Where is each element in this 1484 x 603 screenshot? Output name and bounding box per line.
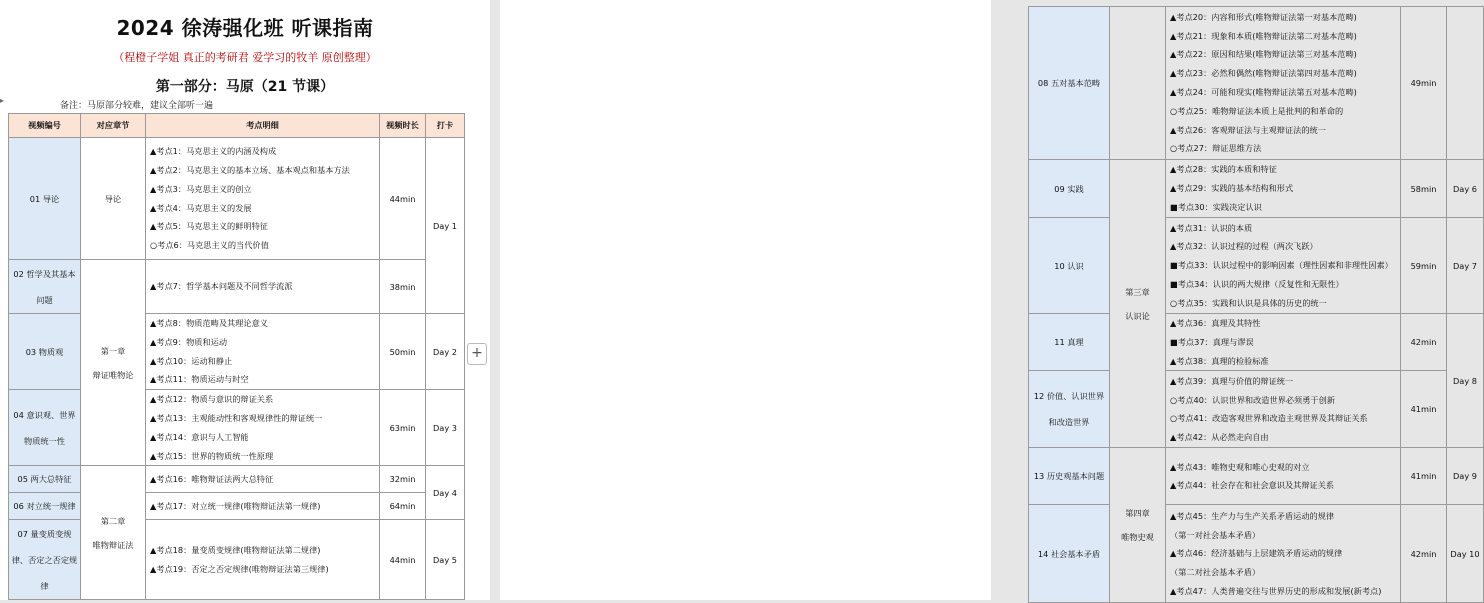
point-item: ▲考点4：马克思主义的发展 bbox=[150, 202, 252, 213]
duration: 63min bbox=[380, 390, 426, 466]
point-item: ▲考点20：内容和形式(唯物辩证法第一对基本范畴) bbox=[1170, 11, 1357, 22]
point-item: ▲考点26：客观辩证法与主观辩证法的统一 bbox=[1170, 124, 1326, 135]
point-item: ▲考点11：物质运动与时空 bbox=[150, 374, 249, 385]
day-cell: Day 1 bbox=[426, 138, 465, 314]
table-row bbox=[1029, 7, 1484, 160]
duration: 64min bbox=[380, 493, 426, 520]
points-cell bbox=[146, 138, 380, 260]
table-row bbox=[9, 520, 465, 600]
point-item: ▲考点24：可能和现实(唯物辩证法第五对基本范畴) bbox=[1170, 87, 1357, 97]
points-cell bbox=[146, 314, 380, 390]
point-item: ○考点35：实践和认识是具体的历史的统一 bbox=[1170, 297, 1327, 308]
points-cell bbox=[146, 260, 380, 314]
table-header-row bbox=[9, 114, 465, 138]
table-row bbox=[9, 466, 465, 493]
chapter-cell bbox=[81, 466, 146, 600]
day-cell: Day 6 bbox=[1447, 160, 1484, 218]
chapter-line: 辩证唯物论 bbox=[92, 369, 134, 380]
points-cell bbox=[1166, 371, 1401, 448]
chapter-line: 认识论 bbox=[1125, 310, 1150, 321]
course-table-page2 bbox=[1028, 6, 1484, 603]
point-item: ▲考点18：量变质变规律(唯物辩证法第二规律) bbox=[150, 545, 321, 556]
day-cell: Day 9 bbox=[1447, 448, 1484, 505]
part-heading: 第一部分：马原（21 节课） bbox=[155, 79, 335, 95]
day-cell bbox=[1447, 7, 1484, 160]
point-item: ▲考点43：唯物史观和唯心史观的对立 bbox=[1170, 461, 1310, 472]
points-cell bbox=[1166, 7, 1401, 160]
point-item: ▲考点17：对立统一规律(唯物辩证法第一规律) bbox=[150, 500, 321, 511]
chapter-cell bbox=[1110, 160, 1166, 448]
point-item: ▲考点29：实践的基本结构和形式 bbox=[1170, 183, 1294, 194]
point-item: ▲考点7：哲学基本问题及不同哲学流派 bbox=[150, 281, 293, 292]
video-id: 05 两大总特征 bbox=[9, 466, 81, 493]
duration: 59min bbox=[1401, 218, 1447, 314]
point-item: ■考点33：认识过程中的影响因素（理性因素和非理性因素） bbox=[1170, 260, 1393, 271]
points-cell bbox=[1166, 160, 1401, 218]
header-video-id: 视频编号 bbox=[9, 114, 81, 138]
video-id: 07 量变质变规律、否定之否定规律 bbox=[9, 520, 81, 600]
point-item: ▲考点2：马克思主义的基本立场、基本观点和基本方法 bbox=[150, 164, 350, 175]
points-cell bbox=[146, 466, 380, 493]
video-id: 10 认识 bbox=[1029, 218, 1110, 314]
chapter-cell bbox=[1110, 7, 1166, 160]
point-item: ▲考点47：人类普遍交往与世界历史的形成和发展(新考点) bbox=[1170, 586, 1382, 597]
document-page-2 bbox=[500, 0, 1480, 600]
video-id: 04 意识观、世界物质统一性 bbox=[9, 390, 81, 466]
duration: 32min bbox=[380, 466, 426, 493]
point-item: ▲考点23：必然和偶然(唯物辩证法第四对基本范畴) bbox=[1170, 68, 1357, 79]
table-row bbox=[9, 138, 465, 260]
chapter-cell bbox=[81, 260, 146, 466]
day-cell: Day 10 bbox=[1447, 505, 1484, 603]
day-cell: Day 7 bbox=[1447, 218, 1484, 314]
points-cell bbox=[1166, 448, 1401, 505]
note-text: 备注：马原部分较难，建议全部听一遍 bbox=[60, 101, 214, 111]
point-item: ▲考点21：现象和本质(唯物辩证法第二对基本范畴) bbox=[1170, 30, 1357, 41]
point-item: ▲考点36：真理及其特性 bbox=[1170, 318, 1261, 328]
point-item: ▲考点1：马克思主义的内涵及构成 bbox=[150, 146, 277, 157]
chapter-cell: 导论 bbox=[81, 138, 146, 260]
point-item: ▲考点46：经济基础与上层建筑矛盾运动的规律 bbox=[1170, 548, 1343, 559]
document-subtitle: （程橙子学姐 真正的考研君 爱学习的牧羊 原创整理） bbox=[113, 51, 377, 64]
point-item: ▲考点32：认识过程的过程（两次飞跃） bbox=[1170, 241, 1318, 252]
page-gap bbox=[490, 0, 500, 600]
table-row bbox=[1029, 160, 1484, 218]
chapter-line: 第三章 bbox=[1125, 286, 1150, 297]
point-item: ○考点40：认识世界和改造世界必须勇于创新 bbox=[1170, 394, 1335, 405]
document-title: 2024 徐涛强化班 听课指南 bbox=[116, 16, 374, 40]
point-item: ○考点6：马克思主义的当代价值 bbox=[150, 240, 269, 251]
video-id: 08 五对基本范畴 bbox=[1029, 7, 1110, 160]
table-row bbox=[1029, 505, 1484, 603]
table-row bbox=[1029, 218, 1484, 314]
point-item: ▲考点12：物质与意识的辩证关系 bbox=[150, 394, 274, 405]
point-item: ○考点25：唯物辩证法本质上是批判的和革命的 bbox=[1170, 105, 1344, 116]
day-cell: Day 4 bbox=[426, 466, 465, 520]
video-id: 12 价值、认识世界和改造世界 bbox=[1029, 371, 1110, 448]
table-row bbox=[9, 314, 465, 390]
duration: 38min bbox=[380, 260, 426, 314]
duration: 44min bbox=[380, 520, 426, 600]
duration: 42min bbox=[1401, 314, 1447, 371]
video-id: 13 历史观基本问题 bbox=[1029, 448, 1110, 505]
point-item: ▲考点13：主观能动性和客观规律性的辩证统一 bbox=[150, 412, 323, 423]
table-row bbox=[1029, 448, 1484, 505]
point-item: ▲考点39：真理与价值的辩证统一 bbox=[1170, 375, 1294, 386]
duration: 44min bbox=[380, 138, 426, 260]
point-item: ▲考点45：生产力与生产关系矛盾运动的规律 bbox=[1170, 510, 1335, 521]
point-item: ▲考点38：真理的检验标准 bbox=[1170, 355, 1269, 366]
chapter-line: 第二章 bbox=[100, 515, 126, 526]
point-item: ▲考点16：唯物辩证法两大总特征 bbox=[150, 473, 274, 484]
point-item: ■考点37：真理与谬误 bbox=[1170, 336, 1254, 347]
duration: 50min bbox=[380, 314, 426, 390]
points-cell bbox=[146, 493, 380, 520]
table-row bbox=[1029, 314, 1484, 371]
table-row bbox=[9, 493, 465, 520]
header-duration: 视频时长 bbox=[380, 114, 426, 138]
video-id: 02 哲学及其基本问题 bbox=[9, 260, 81, 314]
duration: 49min bbox=[1401, 7, 1447, 160]
duration: 41min bbox=[1401, 448, 1447, 505]
course-table-page1 bbox=[8, 113, 465, 600]
video-id: 03 物质观 bbox=[9, 314, 81, 390]
point-item: ■考点34：认识的两大规律（反复性和无限性） bbox=[1170, 278, 1344, 289]
header-chapter: 对应章节 bbox=[81, 114, 146, 138]
point-item: ▲考点28：实践的本质和特征 bbox=[1170, 164, 1277, 175]
point-item: ▲考点3：马克思主义的创立 bbox=[150, 183, 252, 194]
points-cell bbox=[146, 390, 380, 466]
header-points: 考点明细 bbox=[146, 114, 380, 138]
day-cell: Day 5 bbox=[426, 520, 465, 600]
header-checkin: 打卡 bbox=[426, 114, 465, 138]
point-item: ○考点27：辩证思维方法 bbox=[1170, 143, 1262, 154]
point-item: （第二对社会基本矛盾） bbox=[1170, 567, 1261, 578]
margin-marker-icon: ▸ bbox=[0, 96, 5, 105]
point-item: ▲考点8：物质范畴及其理论意义 bbox=[150, 318, 268, 328]
day-cell: Day 3 bbox=[426, 390, 465, 466]
point-item: ▲考点31：认识的本质 bbox=[1170, 222, 1253, 233]
duration: 42min bbox=[1401, 505, 1447, 603]
chapter-line: 唯物史观 bbox=[1121, 532, 1154, 543]
points-cell bbox=[1166, 505, 1401, 603]
point-item: （第一对社会基本矛盾） bbox=[1170, 529, 1261, 540]
point-item: ■考点30：实践决定认识 bbox=[1170, 201, 1262, 212]
points-cell bbox=[146, 520, 380, 600]
video-id: 11 真理 bbox=[1029, 314, 1110, 371]
day-cell: Day 2 bbox=[426, 314, 465, 390]
point-item: ○考点41：改造客观世界和改造主观世界及其辩证关系 bbox=[1170, 413, 1368, 424]
video-id: 09 实践 bbox=[1029, 160, 1110, 218]
chapter-line: 唯物辩证法 bbox=[92, 539, 134, 550]
chapter-line: 第一章 bbox=[100, 345, 126, 356]
points-cell bbox=[1166, 218, 1401, 314]
add-page-button[interactable]: + bbox=[467, 343, 487, 365]
point-item: ▲考点42：从必然走向自由 bbox=[1170, 432, 1269, 443]
table-row bbox=[9, 260, 465, 314]
document-page-1 bbox=[0, 0, 490, 600]
point-item: ▲考点5：马克思主义的鲜明特征 bbox=[150, 221, 268, 232]
chapter-cell bbox=[1110, 448, 1166, 603]
video-id: 06 对立统一规律 bbox=[9, 493, 81, 520]
point-item: ▲考点10：运动和静止 bbox=[150, 355, 233, 366]
point-item: ▲考点19：否定之否定规律(唯物辩证法第三规律) bbox=[150, 563, 329, 574]
point-item: ▲考点15：世界的物质统一性原理 bbox=[150, 450, 274, 461]
duration: 58min bbox=[1401, 160, 1447, 218]
point-item: ▲考点22：原因和结果(唯物辩证法第三对基本范畴) bbox=[1170, 49, 1357, 60]
table-row bbox=[1029, 371, 1484, 448]
duration: 41min bbox=[1401, 371, 1447, 448]
chapter-line: 第四章 bbox=[1125, 508, 1150, 519]
video-id: 14 社会基本矛盾 bbox=[1029, 505, 1110, 603]
day-cell: Day 8 bbox=[1447, 314, 1484, 448]
table-row bbox=[9, 390, 465, 466]
point-item: ▲考点44：社会存在和社会意识及其辩证关系 bbox=[1170, 480, 1335, 491]
video-id: 01 导论 bbox=[9, 138, 81, 260]
point-item: ▲考点14：意识与人工智能 bbox=[150, 431, 249, 442]
points-cell bbox=[1166, 314, 1401, 371]
point-item: ▲考点9：物质和运动 bbox=[150, 336, 228, 347]
